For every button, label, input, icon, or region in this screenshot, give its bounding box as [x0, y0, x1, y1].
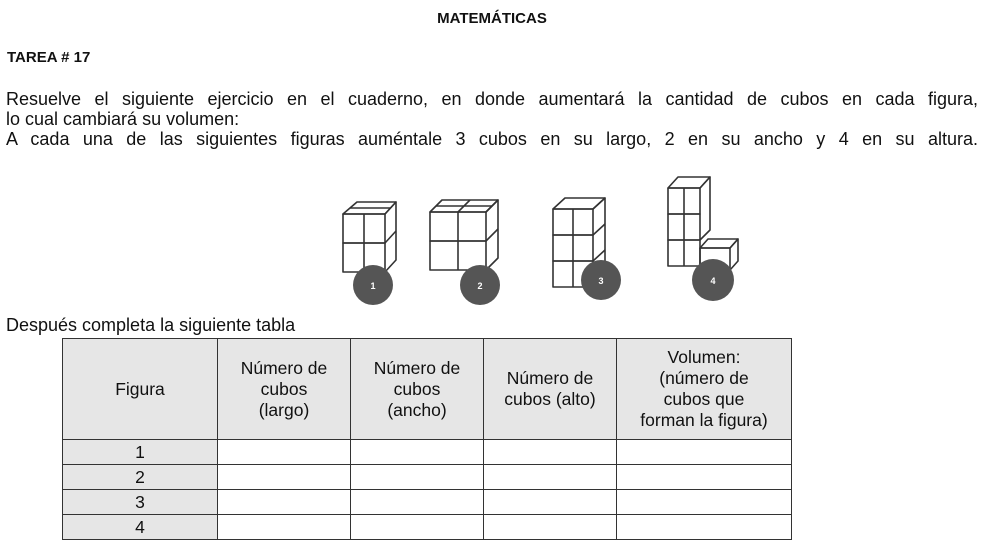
cell-alto[interactable] [484, 515, 617, 540]
instruction-line-3: A cada una de las siguientes figuras auméntale 3 cubos en su largo, 2 en su ancho y 4 en su altura. [6, 129, 978, 149]
figure-3-badge [581, 260, 621, 300]
header-ancho: Número de cubos (ancho) [351, 339, 484, 440]
table-row [63, 440, 792, 465]
cell-alto[interactable] [484, 440, 617, 465]
header-figura: Figura [63, 339, 218, 440]
header-volumen: Volumen: (número de cubos que forman la figura) [617, 339, 792, 440]
cell-ancho[interactable] [351, 465, 484, 490]
cell-ancho[interactable] [351, 515, 484, 540]
cell-largo[interactable] [218, 490, 351, 515]
figure-4-label: 4 [710, 276, 716, 286]
cell-ancho[interactable] [351, 490, 484, 515]
page-title: MATEMÁTICAS [437, 10, 547, 27]
figure-2-badge [460, 265, 500, 305]
instruction-line-1: Resuelve el siguiente ejercicio en el cuaderno, en donde aumentará la cantidad de cubos en cada figura, [6, 89, 978, 109]
cell-largo[interactable] [218, 515, 351, 540]
table-header-row [63, 339, 792, 440]
cell-largo[interactable] [218, 465, 351, 490]
row-figure: 3 [63, 490, 218, 515]
cell-volumen[interactable] [617, 515, 792, 540]
figure-1-label: 1 [370, 281, 376, 291]
cube-figures [330, 172, 750, 317]
task-number: TAREA # 17 [7, 49, 91, 66]
cell-ancho[interactable] [351, 440, 484, 465]
cell-volumen[interactable] [617, 440, 792, 465]
figure-4-badge [692, 259, 734, 301]
row-figure: 1 [63, 440, 218, 465]
figure-2-label: 2 [477, 281, 483, 291]
figure-3-label: 3 [598, 276, 604, 286]
header-largo: Número de cubos (largo) [218, 339, 351, 440]
header-alto: Número de cubos (alto) [484, 339, 617, 440]
row-figure: 2 [63, 465, 218, 490]
instruction-line-2: lo cual cambiará su volumen: [6, 109, 240, 129]
figure-4-cubes [668, 177, 738, 270]
table-row [63, 490, 792, 515]
figure-1-badge [353, 265, 393, 305]
cell-alto[interactable] [484, 490, 617, 515]
cell-volumen[interactable] [617, 490, 792, 515]
row-figure: 4 [63, 515, 218, 540]
cell-alto[interactable] [484, 465, 617, 490]
figure-2-cubes [430, 200, 498, 270]
cube-figures-drawing [330, 172, 750, 317]
instructions [6, 89, 978, 149]
figure-1-cubes [343, 202, 396, 272]
results-table [62, 338, 792, 540]
table-row [63, 515, 792, 540]
cell-largo[interactable] [218, 440, 351, 465]
table-row [63, 465, 792, 490]
cell-volumen[interactable] [617, 465, 792, 490]
table-intro: Después completa la siguiente tabla [6, 315, 296, 335]
